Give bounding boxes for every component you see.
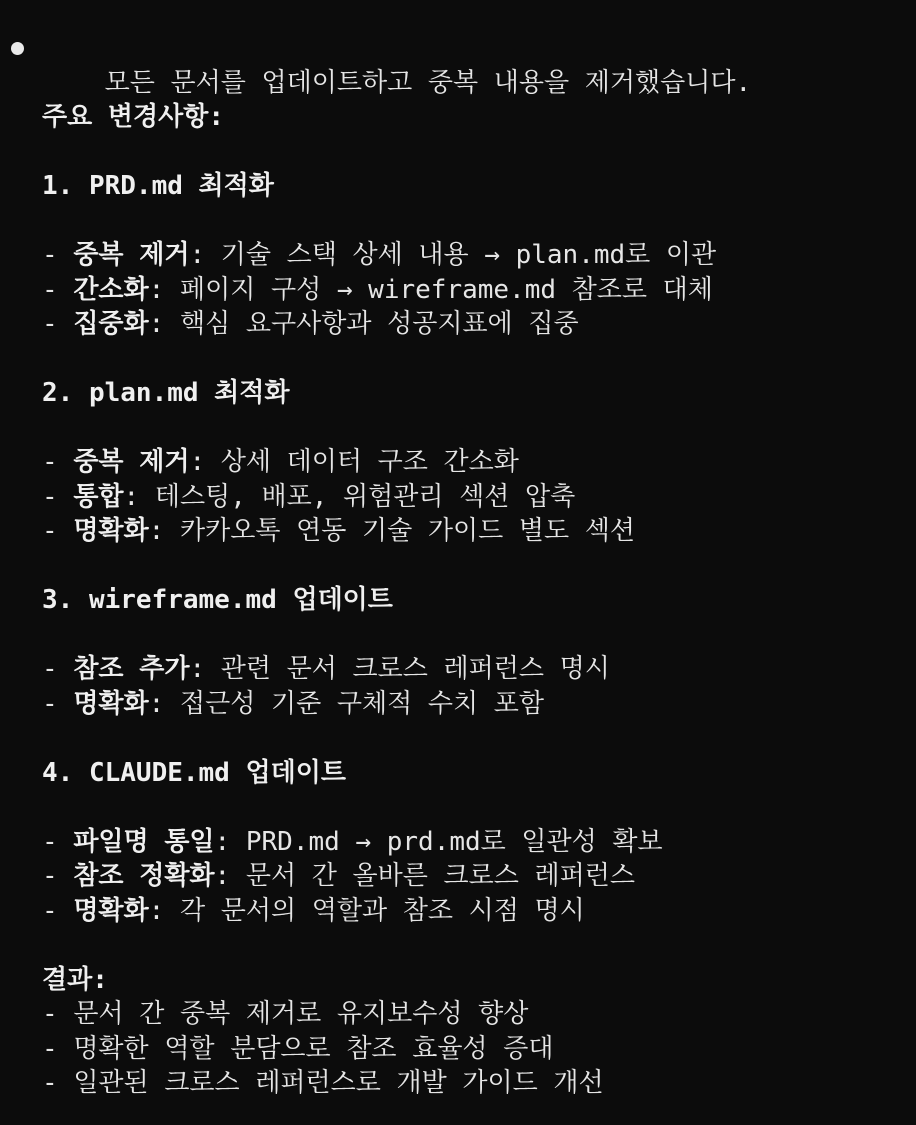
list-item: - 파일명 통일: PRD.md → prd.md로 일관성 확보 <box>42 826 663 857</box>
item-label: 통합 <box>73 481 124 512</box>
spacer <box>0 721 916 756</box>
item-text: : 문서 간 올바른 크로스 레퍼런스 <box>214 861 635 891</box>
spacer <box>0 135 916 170</box>
result-item-text: 명확한 역할 분담으로 참조 효율성 증대 <box>73 1033 554 1064</box>
list-item: - 집중화: 핵심 요구사항과 성공지표에 집중 <box>42 309 579 339</box>
result-title-text: 결과: <box>42 964 108 995</box>
result-item: - 문서 간 중복 제거로 유지보수성 향상 <box>42 999 529 1029</box>
message-intro <box>0 31 916 98</box>
item-label: 파일명 통일 <box>73 826 215 857</box>
list-item: - 명확화: 각 문서의 역할과 참조 시점 명시 <box>42 895 585 926</box>
section-title-text: 2. plan.md 최적화 <box>42 378 290 408</box>
item-text: : 접근성 기준 구체적 수치 포함 <box>148 688 544 719</box>
spacer <box>0 928 916 963</box>
item-label: 참조 추가 <box>73 654 190 684</box>
section-title-text: 4. CLAUDE.md 업데이트 <box>42 757 346 788</box>
item-text: : 관련 문서 크로스 레퍼런스 명시 <box>189 654 610 684</box>
list-item: - 중복 제거: 기술 스택 상세 내용 → plan.md로 이관 <box>42 240 717 270</box>
spacer <box>0 549 916 584</box>
result-item-text: 문서 간 중복 제거로 유지보수성 향상 <box>73 999 529 1029</box>
result-title <box>0 963 916 998</box>
list-item: - 중복 제거: 상세 데이터 구조 간소화 <box>42 447 519 477</box>
item-text: : 상세 데이터 구조 간소화 <box>189 447 519 477</box>
intro-text: 모든 문서를 업데이트하고 중복 내용을 제거했습니다. <box>104 67 752 98</box>
item-text: : PRD.md → prd.md로 일관성 확보 <box>214 826 663 857</box>
list-item: - 명확화: 카카오톡 연동 기술 가이드 별도 섹션 <box>42 516 635 546</box>
item-label: 참조 정확화 <box>73 861 215 891</box>
section-title-text: 3. wireframe.md 업데이트 <box>42 585 393 615</box>
item-label: 명확화 <box>73 895 149 926</box>
spacer <box>0 790 916 825</box>
bullet-icon <box>11 42 24 55</box>
list-item: - 명확화: 접근성 기준 구체적 수치 포함 <box>42 688 544 719</box>
section-title-text: 1. PRD.md 최적화 <box>42 171 274 201</box>
spacer <box>0 411 916 446</box>
item-text: : 테스팅, 배포, 위험관리 섹션 압축 <box>123 481 576 512</box>
list-item: - 통합: 테스팅, 배포, 위험관리 섹션 압축 <box>42 481 576 512</box>
item-label: 명확화 <box>73 516 149 546</box>
spacer <box>0 342 916 377</box>
result-item-text: 일관된 크로스 레퍼런스로 개발 가이드 개선 <box>73 1068 604 1098</box>
changes-heading <box>0 100 916 135</box>
section-title-1 <box>0 169 916 204</box>
item-label: 집중화 <box>73 309 149 339</box>
section-title-2 <box>0 376 916 411</box>
section-title-4 <box>0 756 916 791</box>
spacer <box>0 618 916 653</box>
item-label: 간소화 <box>73 274 149 305</box>
item-text: : 페이지 구성 → wireframe.md 참조로 대체 <box>148 274 713 305</box>
result-item: - 명확한 역할 분담으로 참조 효율성 증대 <box>42 1033 554 1064</box>
item-text: : 각 문서의 역할과 참조 시점 명시 <box>148 895 585 926</box>
item-label: 중복 제거 <box>73 447 190 477</box>
changes-heading-text: 주요 변경사항: <box>42 102 225 132</box>
item-text: : 카카오톡 연동 기술 가이드 별도 섹션 <box>148 516 635 546</box>
list-item: - 간소화: 페이지 구성 → wireframe.md 참조로 대체 <box>42 274 713 305</box>
result-item: - 일관된 크로스 레퍼런스로 개발 가이드 개선 <box>42 1068 604 1098</box>
section-title-3 <box>0 583 916 618</box>
item-label: 중복 제거 <box>73 240 190 270</box>
list-item: - 참조 정확화: 문서 간 올바른 크로스 레퍼런스 <box>42 861 635 891</box>
item-text: : 기술 스택 상세 내용 → plan.md로 이관 <box>189 240 717 270</box>
item-text: : 핵심 요구사항과 성공지표에 집중 <box>148 309 579 339</box>
spacer <box>0 204 916 239</box>
list-item: - 참조 추가: 관련 문서 크로스 레퍼런스 명시 <box>42 654 610 684</box>
item-label: 명확화 <box>73 688 149 719</box>
